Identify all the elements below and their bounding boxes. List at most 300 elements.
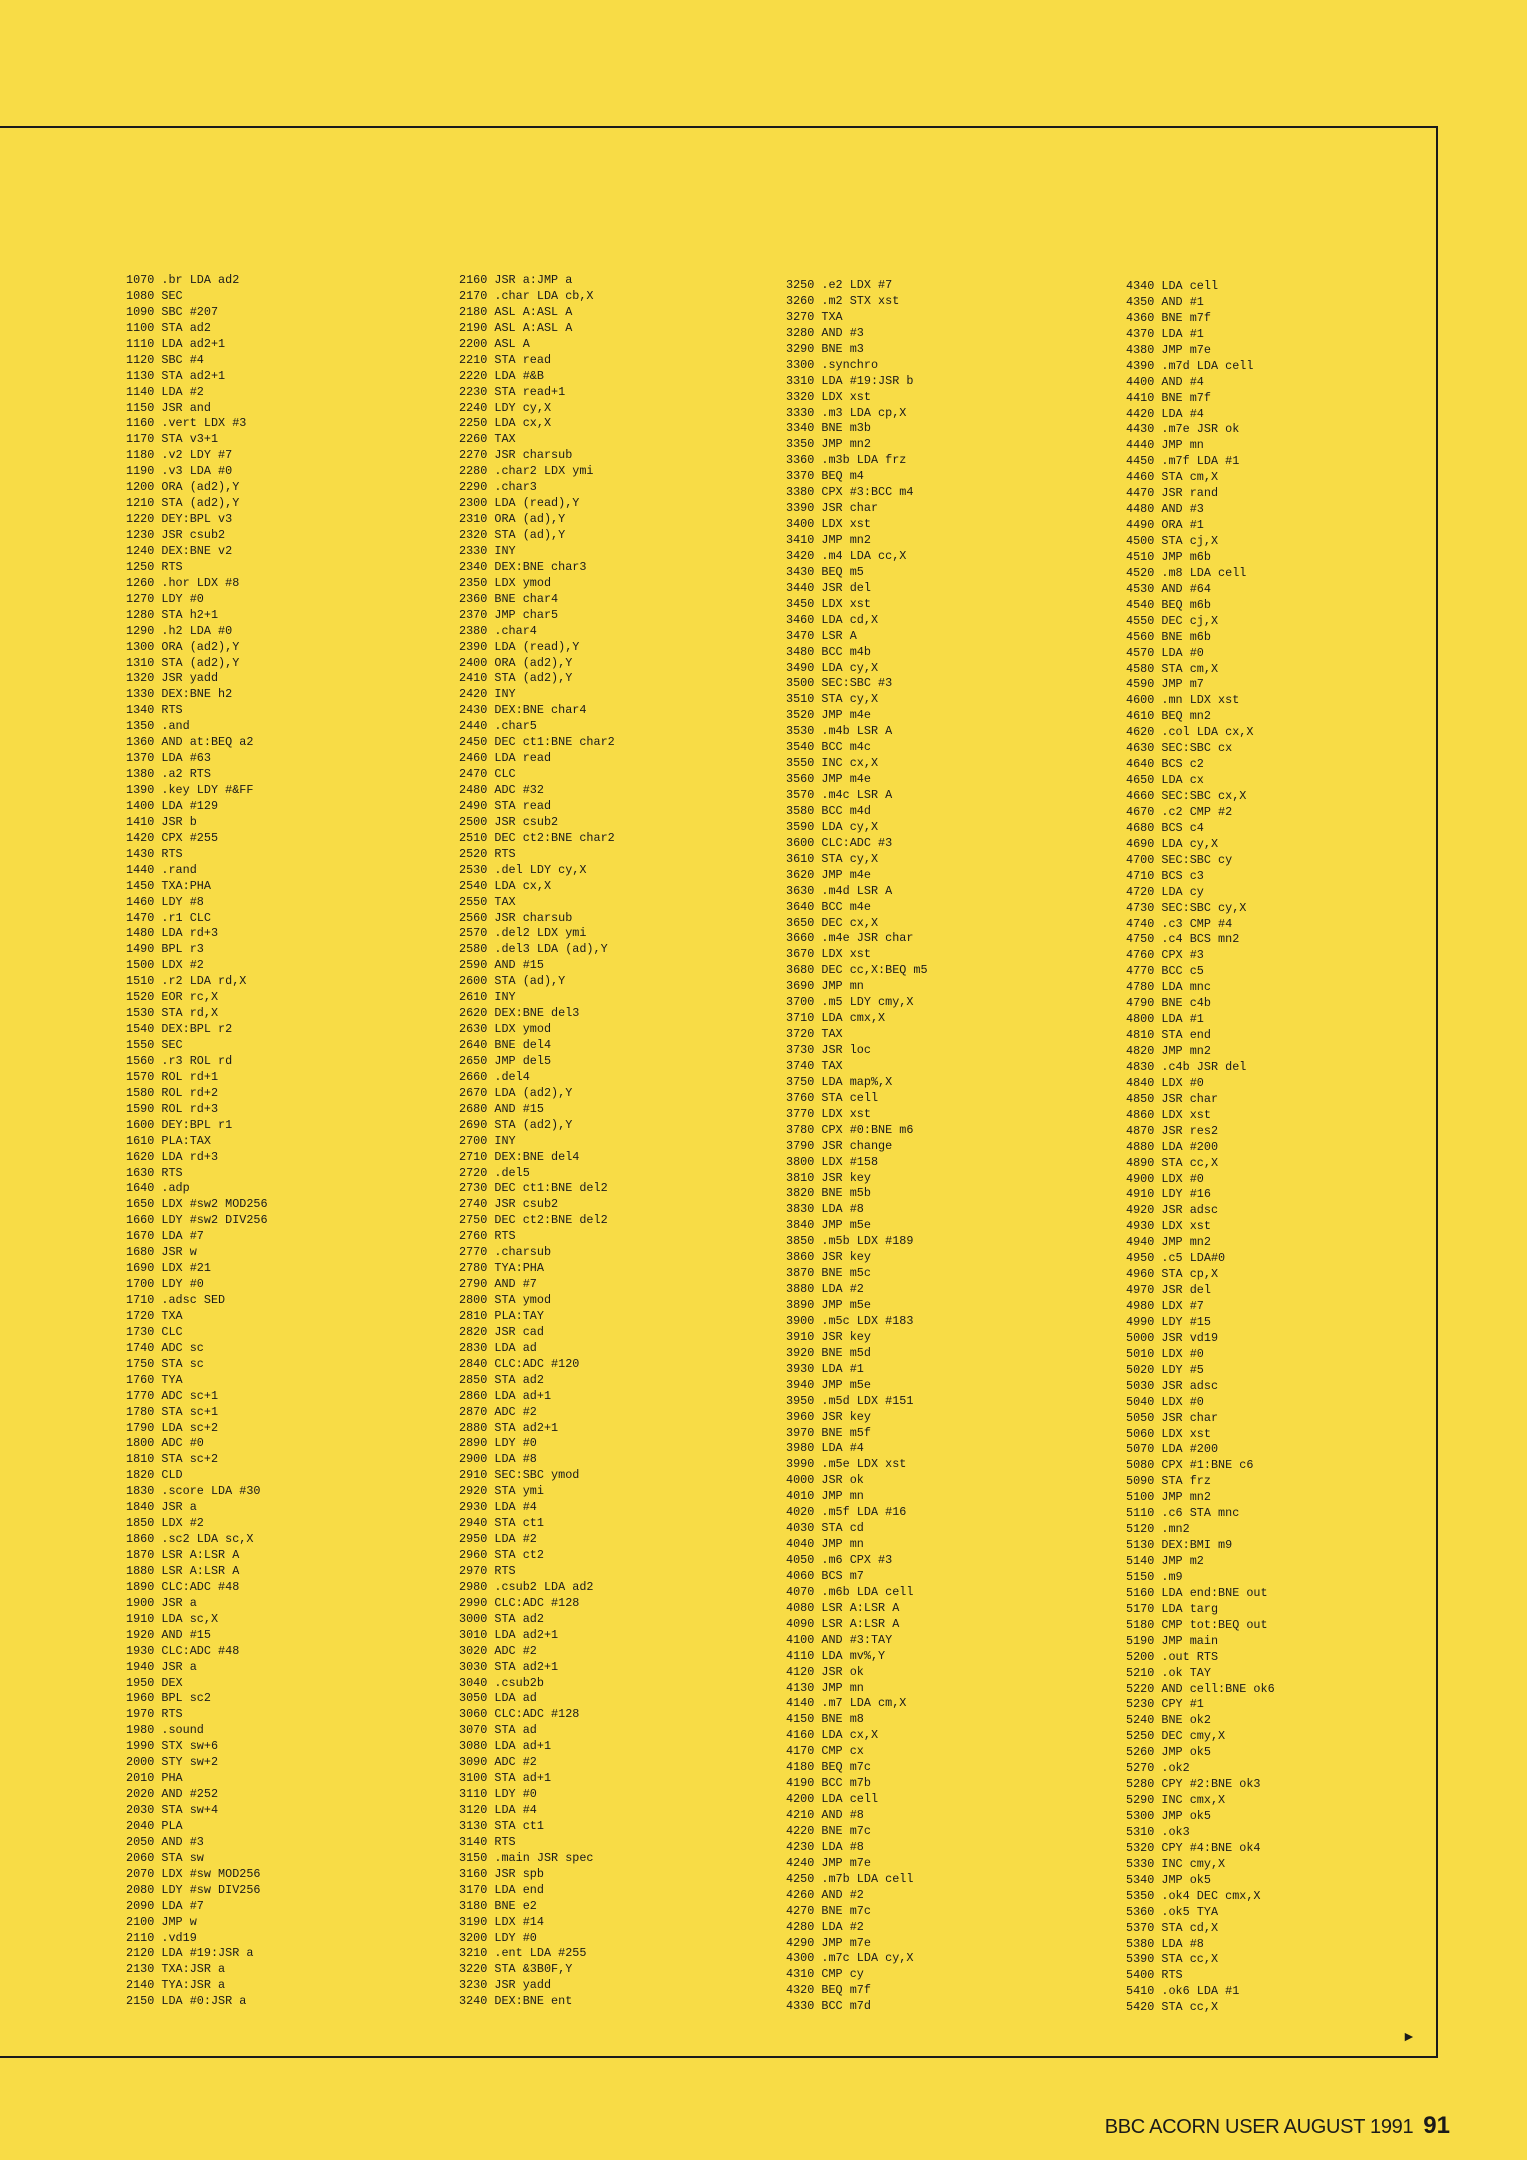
code-line: 1280 STA h2+1 (126, 607, 219, 622)
code-line: 1220 DEY:BPL v3 (126, 512, 233, 527)
code-line: 2220 LDA #&B (459, 368, 544, 383)
code-line: 1740 ADC sc (126, 1340, 204, 1355)
code-line: 2400 ORA (ad2),Y (459, 655, 573, 670)
code-line: 3470 LSR A (786, 628, 857, 643)
code-line: 4690 LDA cy,X (1126, 836, 1219, 851)
code-line: 4660 SEC:SBC cx,X (1126, 789, 1247, 803)
code-line: 3380 CPX #3:BCC m4 (786, 485, 914, 500)
code-line: 5240 BNE ok2 (1126, 1713, 1211, 1728)
code-line: 2680 AND #15 (459, 1101, 544, 1116)
code-line: 1520 EOR rc,X (126, 990, 219, 1005)
code-line: 4810 STA end (1126, 1028, 1211, 1043)
code-line: 1920 AND #15 (126, 1627, 211, 1642)
listing-column-2 (459, 273, 759, 2010)
code-line: 4890 STA cc,X (1126, 1155, 1219, 1170)
code-line: 2260 TAX (459, 432, 516, 447)
code-line: 2510 DEC ct2:BNE char2 (459, 830, 615, 845)
code-line: 1320 JSR yadd (126, 671, 219, 686)
code-line: 1800 ADC #0 (126, 1436, 204, 1451)
code-line: 4170 CMP cx (786, 1744, 864, 1759)
code-line: 5400 RTS (1126, 1968, 1183, 1983)
code-line: 1550 SEC (126, 1038, 183, 1052)
code-line: 2410 STA (ad2),Y (459, 671, 573, 686)
code-line: 1670 LDA #7 (126, 1229, 204, 1244)
code-line: 3710 LDA cmx,X (786, 1011, 886, 1026)
code-line: 5320 CPY #4:BNE ok4 (1126, 1840, 1261, 1855)
code-line: 4840 LDX #0 (1126, 1075, 1204, 1090)
code-line: 1900 JSR a (126, 1595, 197, 1610)
code-line: 2610 INY (459, 990, 516, 1005)
listing-column-4 (1126, 279, 1426, 2016)
code-line: 3500 SEC:SBC #3 (786, 676, 893, 691)
code-line: 2390 LDA (read),Y (459, 639, 580, 654)
code-line: 3190 LDX #14 (459, 1914, 544, 1929)
code-line: 2870 ADC #2 (459, 1404, 537, 1419)
code-line: 5380 LDA #8 (1126, 1936, 1204, 1951)
code-line: 1760 TYA (126, 1372, 183, 1387)
code-line: 2890 LDY #0 (459, 1436, 537, 1451)
code-line: 5390 STA cc,X (1126, 1952, 1219, 1967)
code-line: 1230 JSR csub2 (126, 528, 226, 542)
code-line: 1570 ROL rd+1 (126, 1069, 219, 1084)
code-line: 2910 SEC:SBC ymod (459, 1468, 580, 1483)
code-line: 4440 JMP mn (1126, 438, 1204, 453)
code-line: 2240 LDY cy,X (459, 400, 552, 415)
code-line: 5130 DEX:BMI m9 (1126, 1538, 1233, 1553)
code-line: 3070 STA ad (459, 1723, 537, 1738)
code-line: 2520 RTS (459, 846, 516, 861)
code-line: 1430 RTS (126, 846, 183, 861)
code-line: 3870 BNE m5c (786, 1266, 871, 1281)
code-line: 1580 ROL rd+2 (126, 1085, 219, 1100)
code-line: 3200 LDY #0 (459, 1930, 537, 1945)
code-line: 4600 .mn LDX xst (1126, 693, 1240, 708)
code-line: 4990 LDY #15 (1126, 1314, 1211, 1329)
code-line: 5080 CPX #1:BNE c6 (1126, 1458, 1254, 1473)
code-line: 3950 .m5d LDX #151 (786, 1393, 914, 1408)
code-line: 1790 LDA sc+2 (126, 1420, 219, 1435)
code-line: 4240 JMP m7e (786, 1855, 871, 1870)
code-line: 2460 LDA read (459, 751, 552, 766)
code-line: 1140 LDA #2 (126, 384, 204, 399)
listing-column-3 (786, 278, 1086, 2015)
code-line: 4430 .m7e JSR ok (1126, 422, 1240, 437)
code-line: 4180 BEQ m7c (786, 1760, 871, 1775)
code-line: 3580 BCC m4d (786, 803, 871, 818)
code-line: 2210 STA read (459, 352, 552, 367)
code-line: 2620 DEX:BNE del3 (459, 1006, 580, 1021)
code-line: 2770 .charsub (459, 1245, 552, 1260)
code-line: 2080 LDY #sw DIV256 (126, 1882, 261, 1897)
code-line: 2200 ASL A (459, 336, 530, 351)
code-line: 1660 LDY #sw2 DIV256 (126, 1213, 268, 1228)
code-line: 3530 .m4b LSR A (786, 724, 893, 739)
code-line: 2250 LDA cx,X (459, 416, 552, 431)
code-line: 1240 DEX:BNE v2 (126, 543, 233, 558)
code-line: 4910 LDY #16 (1126, 1187, 1211, 1202)
code-line: 4350 AND #1 (1126, 294, 1204, 309)
code-line: 3850 .m5b LDX #189 (786, 1234, 914, 1249)
code-line: 2190 ASL A:ASL A (459, 320, 573, 335)
code-line: 2340 DEX:BNE char3 (459, 559, 587, 574)
code-line: 2100 JMP w (126, 1914, 197, 1929)
code-line: 3510 STA cy,X (786, 692, 879, 707)
code-line: 4120 JSR ok (786, 1664, 864, 1679)
code-line: 1700 LDY #0 (126, 1277, 204, 1292)
code-line: 1450 TXA:PHA (126, 878, 211, 893)
code-line: 4090 LSR A:LSR A (786, 1616, 900, 1631)
code-line: 1940 JSR a (126, 1659, 197, 1674)
code-line: 3090 ADC #2 (459, 1755, 537, 1770)
code-line: 1350 .and (126, 719, 190, 734)
code-line: 5150 .m9 (1126, 1569, 1183, 1584)
code-line: 2140 TYA:JSR a (126, 1978, 226, 1993)
code-line: 3860 JSR key (786, 1250, 871, 1265)
code-line: 5190 JMP main (1126, 1633, 1219, 1648)
code-line: 1170 STA v3+1 (126, 432, 219, 447)
code-line: 5340 JMP ok5 (1126, 1872, 1211, 1887)
code-line: 1160 .vert LDX #3 (126, 416, 247, 431)
code-line: 2170 .char LDA cb,X (459, 288, 594, 303)
code-line: 3130 STA ct1 (459, 1818, 544, 1833)
code-line: 2980 .csub2 LDA ad2 (459, 1579, 594, 1594)
code-line: 4780 LDA mnc (1126, 980, 1211, 995)
code-line: 3460 LDA cd,X (786, 612, 879, 627)
code-line: 4640 BCS c2 (1126, 757, 1204, 772)
code-line: 3800 LDX #158 (786, 1154, 879, 1169)
code-line: 3140 RTS (459, 1834, 516, 1849)
code-line: 3910 JSR key (786, 1329, 871, 1344)
code-line: 3170 LDA end (459, 1882, 544, 1897)
code-line: 2800 STA ymod (459, 1293, 552, 1307)
code-line: 3030 STA ad2+1 (459, 1659, 559, 1674)
code-line: 3120 LDA #4 (459, 1803, 537, 1817)
code-line: 4390 .m7d LDA cell (1126, 358, 1254, 373)
code-line: 3830 LDA #8 (786, 1202, 864, 1217)
code-line: 3890 JMP m5e (786, 1298, 871, 1312)
code-line: 1370 LDA #63 (126, 751, 211, 766)
code-line: 3640 BCC m4e (786, 899, 871, 914)
code-line: 1300 ORA (ad2),Y (126, 639, 240, 654)
code-line: 1110 LDA ad2+1 (126, 336, 226, 351)
code-line: 3550 INC cx,X (786, 756, 879, 771)
code-line: 4070 .m6b LDA cell (786, 1584, 914, 1599)
code-line: 5270 .ok2 (1126, 1761, 1190, 1776)
code-line: 4850 JSR char (1126, 1091, 1219, 1106)
code-line: 1870 LSR A:LSR A (126, 1548, 240, 1562)
code-line: 2280 .char2 LDX ymi (459, 464, 594, 479)
code-line: 2790 AND #7 (459, 1277, 537, 1292)
code-line: 1270 LDY #0 (126, 591, 204, 606)
code-line: 4000 JSR ok (786, 1473, 864, 1488)
code-line: 3400 LDX xst (786, 517, 871, 532)
code-line: 3880 LDA #2 (786, 1282, 864, 1297)
code-line: 2180 ASL A:ASL A (459, 304, 573, 319)
code-line: 2130 TXA:JSR a (126, 1962, 226, 1977)
code-line: 3540 BCC m4c (786, 740, 871, 755)
code-line: 4670 .c2 CMP #2 (1126, 804, 1233, 819)
code-line: 1420 CPX #255 (126, 830, 219, 845)
code-line: 2030 STA sw+4 (126, 1803, 219, 1817)
code-line: 2940 STA ct1 (459, 1516, 544, 1531)
code-line: 2590 AND #15 (459, 958, 544, 973)
code-line: 2270 JSR charsub (459, 448, 573, 463)
code-line: 3310 LDA #19:JSR b (786, 373, 914, 388)
code-line: 2820 JSR cad (459, 1324, 544, 1339)
code-line: 2430 DEX:BNE char4 (459, 703, 587, 718)
code-line: 2670 LDA (ad2),Y (459, 1085, 573, 1100)
code-line: 4530 AND #64 (1126, 581, 1211, 596)
code-line: 2300 LDA (read),Y (459, 496, 580, 511)
code-line: 2380 .char4 (459, 623, 537, 638)
code-line: 2630 LDX ymod (459, 1022, 552, 1037)
code-line: 1840 JSR a (126, 1500, 197, 1515)
code-line: 2660 .del4 (459, 1069, 530, 1084)
code-line: 2090 LDA #7 (126, 1898, 204, 1913)
code-line: 5060 LDX xst (1126, 1426, 1211, 1441)
code-line: 5420 STA cc,X (1126, 2000, 1219, 2015)
code-line: 1910 LDA sc,X (126, 1611, 219, 1626)
code-line: 4210 AND #8 (786, 1808, 864, 1822)
code-line: 3230 JSR yadd (459, 1978, 552, 1993)
code-line: 2110 .vd19 (126, 1930, 197, 1945)
code-line: 5210 .ok TAY (1126, 1665, 1211, 1680)
code-line: 1070 .br LDA ad2 (126, 273, 240, 287)
code-line: 4020 .m5f LDA #16 (786, 1505, 907, 1520)
code-line: 3600 CLC:ADC #3 (786, 835, 893, 850)
code-line: 2570 .del2 LDX ymi (459, 926, 587, 941)
code-line: 3010 LDA ad2+1 (459, 1627, 559, 1642)
code-line: 2370 JMP char5 (459, 607, 559, 622)
code-line: 3490 LDA cy,X (786, 660, 879, 675)
code-line: 4360 BNE m7f (1126, 310, 1211, 325)
code-line: 5050 JSR char (1126, 1410, 1219, 1425)
bottom-rule (0, 2056, 1438, 2058)
code-line: 5030 JSR adsc (1126, 1378, 1219, 1393)
code-line: 4760 CPX #3 (1126, 948, 1204, 963)
code-line: 4080 LSR A:LSR A (786, 1600, 900, 1615)
code-line: 4230 LDA #8 (786, 1839, 864, 1854)
code-line: 5090 STA frz (1126, 1474, 1211, 1489)
code-line: 5220 AND cell:BNE ok6 (1126, 1681, 1275, 1696)
code-line: 4470 JSR rand (1126, 486, 1219, 501)
code-line: 1130 STA ad2+1 (126, 368, 226, 383)
code-line: 2730 DEC ct1:BNE del2 (459, 1181, 608, 1196)
listing-column-1 (126, 273, 426, 2010)
code-line: 4220 BNE m7c (786, 1823, 871, 1838)
code-line: 1120 SBC #4 (126, 352, 204, 367)
code-line: 2710 DEX:BNE del4 (459, 1149, 580, 1164)
code-line: 3520 JMP m4e (786, 708, 871, 723)
code-line: 3390 JSR char (786, 501, 879, 516)
code-line: 2990 CLC:ADC #128 (459, 1595, 580, 1610)
code-line: 3440 JSR del (786, 580, 871, 595)
code-line: 3980 LDA #4 (786, 1441, 864, 1456)
code-line: 5170 LDA targ (1126, 1601, 1219, 1616)
code-line: 2230 STA read+1 (459, 384, 566, 399)
code-line: 5280 CPY #2:BNE ok3 (1126, 1777, 1261, 1792)
code-line: 3670 LDX xst (786, 947, 871, 962)
code-line: 1960 BPL sc2 (126, 1691, 211, 1706)
code-line: 5350 .ok4 DEC cmx,X (1126, 1888, 1261, 1903)
code-line: 1620 LDA rd+3 (126, 1149, 219, 1164)
code-line: 2440 .char5 (459, 719, 537, 734)
code-line: 4290 JMP m7e (786, 1935, 871, 1950)
code-line: 2720 .del5 (459, 1165, 530, 1180)
code-line: 2070 LDX #sw MOD256 (126, 1866, 261, 1881)
code-line: 3690 JMP mn (786, 979, 864, 994)
code-line: 1730 CLC (126, 1324, 183, 1339)
code-line: 1810 STA sc+2 (126, 1452, 219, 1467)
code-line: 5140 JMP m2 (1126, 1554, 1204, 1568)
code-line: 2480 ADC #32 (459, 783, 544, 797)
code-line: 1360 AND at:BEQ a2 (126, 735, 254, 750)
code-line: 1100 STA ad2 (126, 320, 211, 335)
code-line: 3340 BNE m3b (786, 421, 871, 436)
code-line: 2320 STA (ad),Y (459, 528, 566, 542)
code-line: 2650 JMP del5 (459, 1053, 552, 1068)
code-line: 3290 BNE m3 (786, 341, 864, 356)
code-line: 3300 .synchro (786, 357, 879, 372)
code-line: 2050 AND #3 (126, 1834, 204, 1849)
code-line: 4060 BCS m7 (786, 1568, 864, 1583)
code-line: 3330 .m3 LDA cp,X (786, 405, 907, 420)
code-line: 4970 JSR del (1126, 1283, 1211, 1298)
code-line: 1090 SBC #207 (126, 304, 219, 319)
code-line: 4720 LDA cy (1126, 884, 1204, 899)
code-line: 4700 SEC:SBC cy (1126, 852, 1233, 867)
code-line: 2780 TYA:PHA (459, 1261, 544, 1276)
code-line: 3740 TAX (786, 1058, 843, 1073)
code-line: 5310 .ok3 (1126, 1824, 1190, 1839)
code-line: 1970 RTS (126, 1707, 183, 1722)
code-line: 4400 AND #4 (1126, 374, 1204, 389)
code-line: 4960 STA cp,X (1126, 1267, 1219, 1282)
code-line: 1890 CLC:ADC #48 (126, 1579, 240, 1594)
code-line: 1780 STA sc+1 (126, 1404, 219, 1419)
code-line: 1310 STA (ad2),Y (126, 655, 240, 670)
code-line: 1650 LDX #sw2 MOD256 (126, 1197, 268, 1212)
code-line: 3570 .m4c LSR A (786, 788, 893, 802)
code-line: 3220 STA &3B0F,Y (459, 1962, 573, 1977)
code-line: 2120 LDA #19:JSR a (126, 1946, 254, 1961)
code-line: 1950 DEX (126, 1675, 183, 1690)
code-line: 1630 RTS (126, 1165, 183, 1180)
code-line: 2850 STA ad2 (459, 1372, 544, 1387)
code-line: 2970 RTS (459, 1563, 516, 1578)
code-line: 1500 LDX #2 (126, 958, 204, 973)
code-line: 1600 DEY:BPL r1 (126, 1117, 233, 1132)
code-line: 4790 BNE c4b (1126, 996, 1211, 1011)
code-line: 3080 LDA ad+1 (459, 1739, 552, 1754)
code-line: 4140 .m7 LDA cm,X (786, 1696, 907, 1711)
code-line: 4520 .m8 LDA cell (1126, 565, 1247, 580)
code-line: 3480 BCC m4b (786, 644, 871, 659)
code-line: 2810 PLA:TAY (459, 1308, 544, 1323)
code-line: 4630 SEC:SBC cx (1126, 741, 1233, 756)
code-line: 4620 .col LDA cx,X (1126, 725, 1254, 740)
code-line: 5120 .mn2 (1126, 1522, 1190, 1537)
code-line: 4920 JSR adsc (1126, 1203, 1219, 1218)
code-line: 1850 LDX #2 (126, 1516, 204, 1531)
code-line: 3840 JMP m5e (786, 1218, 871, 1233)
code-line: 1440 .rand (126, 862, 197, 877)
code-line: 3360 .m3b LDA frz (786, 453, 907, 468)
code-line: 4160 LDA cx,X (786, 1728, 879, 1743)
code-line: 4270 BNE m7c (786, 1903, 871, 1918)
code-line: 3590 LDA cy,X (786, 819, 879, 834)
code-line: 4730 SEC:SBC cy,X (1126, 900, 1247, 915)
code-line: 2310 ORA (ad),Y (459, 512, 566, 527)
code-line: 1530 STA rd,X (126, 1006, 219, 1021)
code-line: 4310 CMP cy (786, 1967, 864, 1982)
code-line: 4800 LDA #1 (1126, 1012, 1204, 1027)
code-line: 4830 .c4b JSR del (1126, 1059, 1247, 1074)
code-line: 3320 LDX xst (786, 389, 871, 404)
code-line: 1340 RTS (126, 703, 183, 718)
code-line: 3780 CPX #0:BNE m6 (786, 1122, 914, 1137)
code-line: 4870 JSR res2 (1126, 1123, 1219, 1138)
code-line: 4130 JMP mn (786, 1680, 864, 1695)
code-line: 5330 INC cmy,X (1126, 1856, 1226, 1871)
code-line: 5000 JSR vd19 (1126, 1330, 1219, 1345)
code-line: 1460 LDY #8 (126, 894, 204, 909)
code-line: 4110 LDA mv%,Y (786, 1648, 886, 1663)
code-line: 3060 CLC:ADC #128 (459, 1707, 580, 1722)
code-line: 2470 CLC (459, 767, 516, 782)
code-line: 5010 LDX #0 (1126, 1346, 1204, 1361)
code-line: 2010 PHA (126, 1771, 183, 1786)
code-line: 4100 AND #3:TAY (786, 1632, 893, 1647)
code-line: 4680 BCS c4 (1126, 820, 1204, 835)
code-line: 1860 .sc2 LDA sc,X (126, 1532, 254, 1547)
code-line: 4380 JMP m7e (1126, 342, 1211, 357)
code-line: 2930 LDA #4 (459, 1500, 537, 1515)
code-line: 3280 AND #3 (786, 325, 864, 340)
page-footer (1090, 2112, 1450, 2146)
code-line: 1880 LSR A:LSR A (126, 1563, 240, 1578)
code-line: 1770 ADC sc+1 (126, 1388, 219, 1403)
code-line: 2020 AND #252 (126, 1787, 219, 1802)
code-line: 2960 STA ct2 (459, 1548, 544, 1562)
code-line: 3720 TAX (786, 1027, 843, 1042)
code-line: 2580 .del3 LDA (ad),Y (459, 942, 608, 957)
code-line: 3450 LDX xst (786, 596, 871, 611)
code-line: 3820 BNE m5b (786, 1186, 871, 1201)
code-line: 3920 BNE m5d (786, 1345, 871, 1360)
code-line: 3100 STA ad+1 (459, 1771, 552, 1786)
code-line: 3150 .main JSR spec (459, 1850, 594, 1865)
code-line: 3180 BNE e2 (459, 1898, 537, 1913)
code-line: 4820 JMP mn2 (1126, 1044, 1211, 1058)
code-line: 3630 .m4d LSR A (786, 883, 893, 898)
code-line: 5110 .c6 STA mnc (1126, 1506, 1240, 1521)
code-line: 2000 STY sw+2 (126, 1755, 219, 1770)
code-line: 5100 JMP mn2 (1126, 1490, 1211, 1505)
page-number: 91 (1423, 2112, 1450, 2139)
code-line: 3750 LDA map%,X (786, 1074, 893, 1089)
code-line: 1390 .key LDY #&FF (126, 783, 254, 797)
code-line: 2950 LDA #2 (459, 1532, 537, 1547)
code-line: 3250 .e2 LDX #7 (786, 278, 893, 292)
code-line: 2530 .del LDY cy,X (459, 862, 587, 877)
code-line: 5290 INC cmx,X (1126, 1793, 1226, 1808)
code-line: 3410 JMP mn2 (786, 533, 871, 547)
code-line: 1930 CLC:ADC #48 (126, 1643, 240, 1658)
code-line: 5200 .out RTS (1126, 1649, 1219, 1664)
continue-arrow-icon: ► (1402, 2028, 1416, 2044)
code-line: 3210 .ent LDA #255 (459, 1946, 587, 1961)
